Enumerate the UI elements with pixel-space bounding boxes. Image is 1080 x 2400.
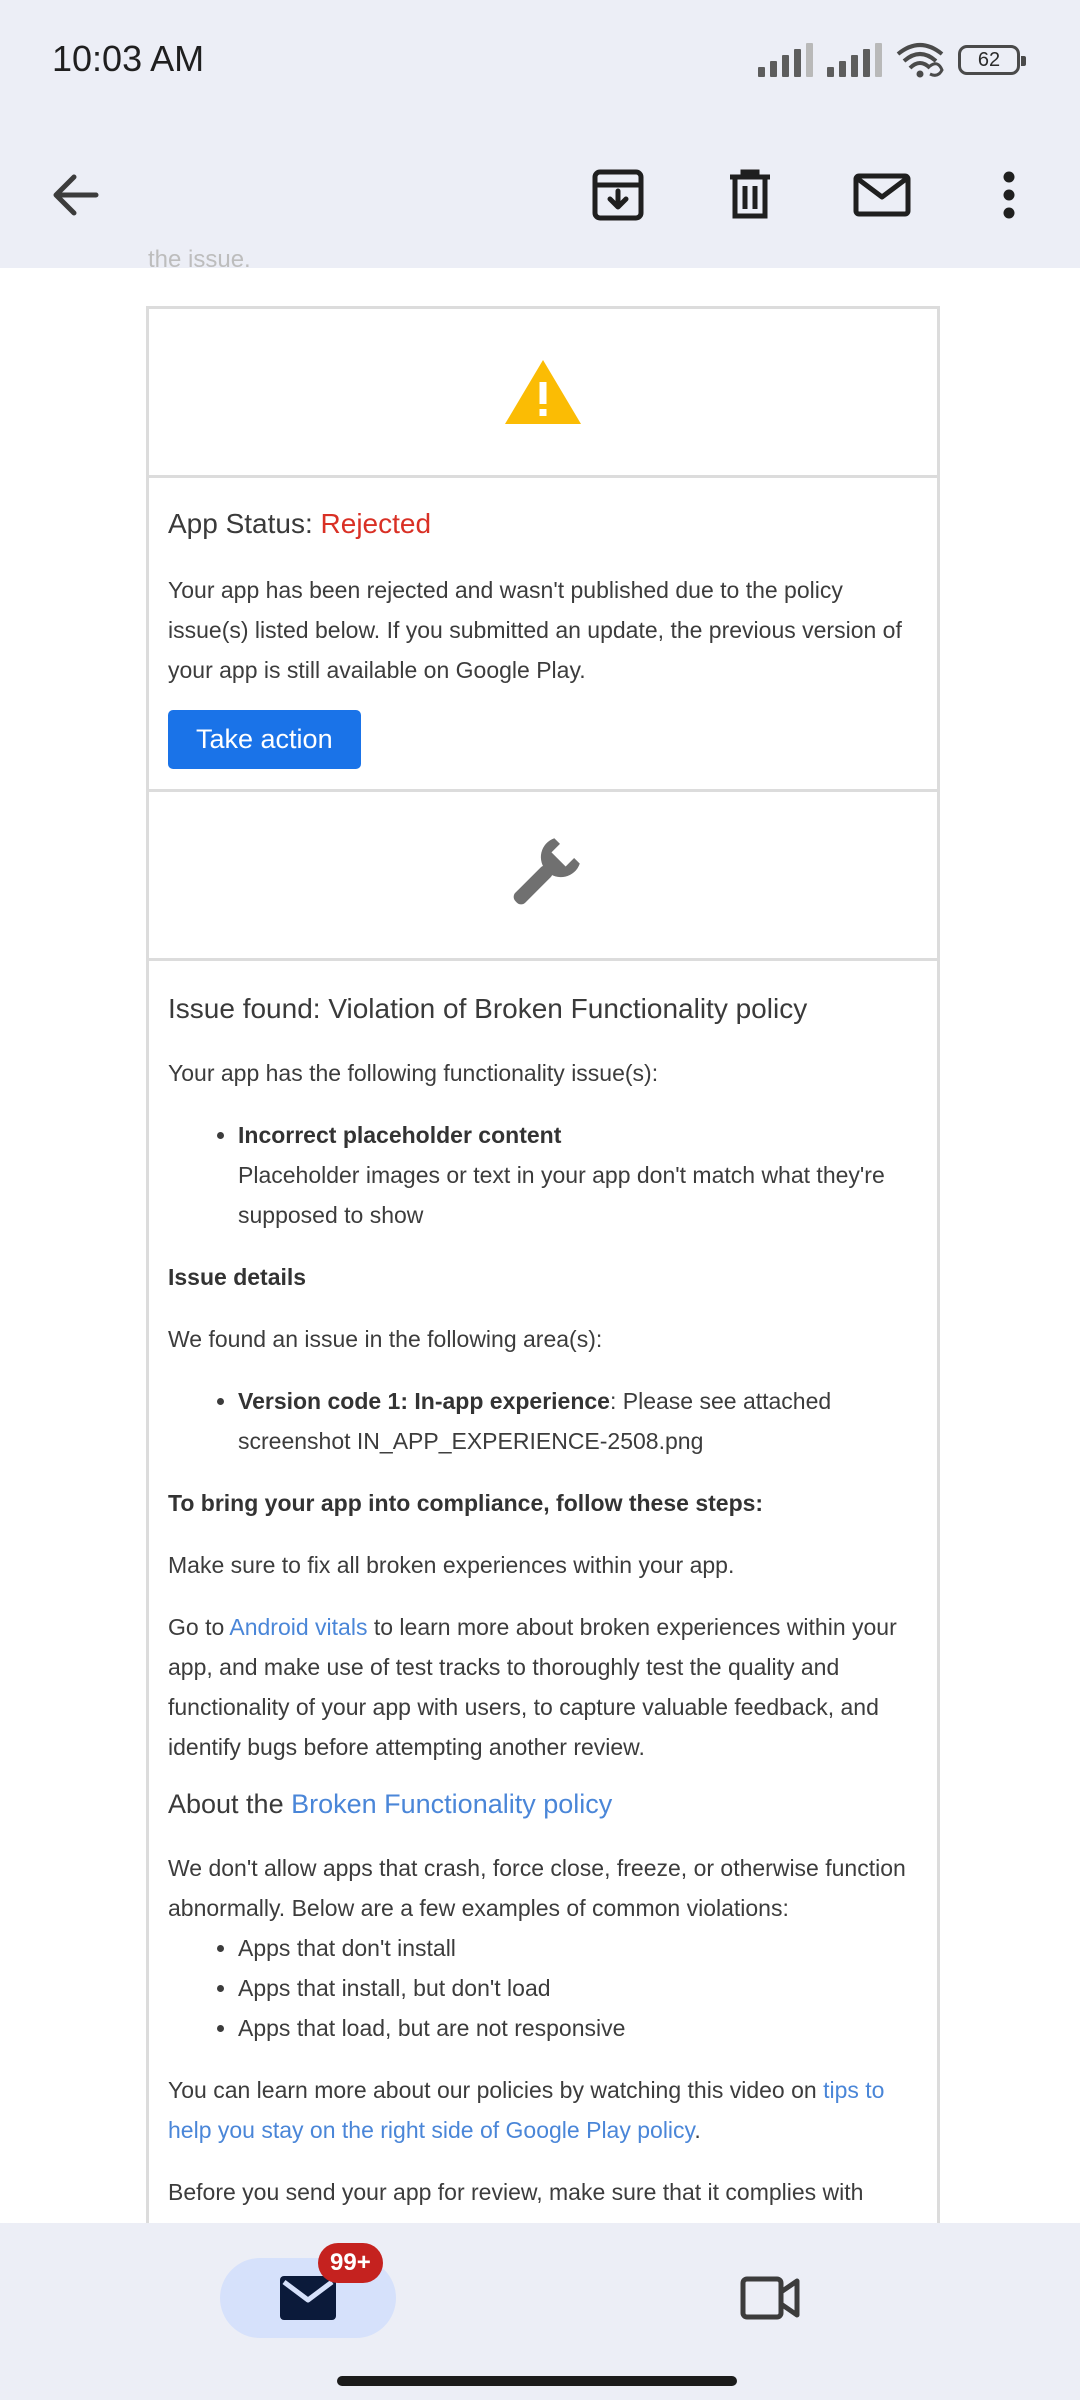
policy-card (146, 306, 940, 2255)
about-policy-heading (168, 1789, 918, 1820)
steps-body: Make sure to fix all broken experiences within your app. (168, 1552, 735, 1578)
list-item (238, 1381, 918, 1461)
delete-icon (728, 169, 772, 221)
issue-description: Placeholder images or text in your app don't match what they're supposed to show (238, 1162, 885, 1228)
app-status-label: App Status: (168, 508, 321, 539)
broken-functionality-policy-link[interactable]: Broken Functionality policy (291, 1789, 613, 1819)
status-body: Your app has been rejected and wasn't published due to the policy issue(s) listed below. If you submitted an update, the previous version of your app is still available on Google Play. (168, 577, 902, 683)
status-icons (758, 40, 1020, 80)
email-body[interactable] (0, 246, 1080, 2223)
wrench-section (149, 792, 937, 961)
issue-heading: Issue found: Violation of Broken Functionality policy (168, 993, 808, 1024)
before-review-text: Before you send your app for review, make sure that it complies with (168, 2179, 864, 2205)
list-item: • Apps that load, but are not responsive (238, 2008, 918, 2048)
video-camera-icon (740, 2276, 800, 2320)
mark-unread-button[interactable] (837, 150, 927, 240)
app-status-heading (168, 508, 918, 540)
issue-title: Incorrect placeholder content (238, 1122, 562, 1148)
learn-more-paragraph (168, 2070, 918, 2150)
wrench-icon (503, 835, 583, 915)
battery-icon: 62 (958, 45, 1020, 75)
issue-details-intro: We found an issue in the following area(s): (168, 1326, 603, 1352)
about-prefix: About the (168, 1789, 292, 1819)
bottom-navigation (0, 2223, 1080, 2400)
meet-tab[interactable] (735, 2263, 805, 2333)
archive-button[interactable] (573, 150, 663, 240)
steps-heading: To bring your app into compliance, follow these steps: (168, 1490, 764, 1516)
wifi-icon (896, 42, 944, 78)
more-options-button[interactable] (964, 150, 1054, 240)
issue-section (149, 961, 937, 2252)
status-time: 10:03 AM (52, 38, 205, 79)
signal-icon (827, 43, 882, 77)
about-body: We don't allow apps that crash, force close, freeze, or otherwise function abnormally. Below are a few examples of common violations: (168, 1855, 906, 1921)
previous-text-fragment: the issue. (148, 246, 251, 273)
goto-prefix: Go to (168, 1614, 230, 1640)
goto-suffix: to learn more about broken experiences within your app, and make use of test tracks to thoroughly test the quality and functionality of your app with users, to capture valuable feedback, and identify bugs before attempting another review. (168, 1614, 897, 1760)
mark-unread-icon (853, 173, 911, 217)
learn-suffix: . (694, 2117, 701, 2143)
list-item: • Apps that don't install (238, 1928, 918, 1968)
more-vert-icon (1001, 170, 1017, 220)
warning-icon (503, 358, 583, 426)
home-indicator[interactable] (337, 2376, 737, 2386)
mail-icon (280, 2276, 336, 2320)
back-arrow-icon (50, 173, 100, 217)
delete-button[interactable] (705, 150, 795, 240)
status-bar (0, 0, 1080, 120)
issue-details-heading: Issue details (168, 1264, 307, 1290)
issue-list (168, 1115, 918, 1235)
android-vitals-link[interactable]: Android vitals (229, 1614, 368, 1640)
list-item: • Apps that install, but don't load (238, 1968, 918, 2008)
warning-section (149, 309, 937, 478)
take-action-button[interactable]: Take action (168, 710, 361, 769)
area-description: : Please see attached screenshot IN_APP_EXPERIENCE-2508.png (238, 1388, 832, 1454)
back-button[interactable] (30, 150, 120, 240)
policy-tips-video-link[interactable]: tips to help you stay on the right side of Google Play policy (168, 2077, 885, 2143)
app-status-value: Rejected (320, 508, 432, 539)
unread-count-badge: 99+ (318, 2243, 383, 2283)
archive-icon (592, 169, 644, 221)
area-title: Version code 1: In-app experience (238, 1388, 610, 1414)
android-vitals-paragraph (168, 1607, 918, 1767)
issue-intro: Your app has the following functionality issue(s): (168, 1060, 659, 1086)
list-item (238, 1115, 918, 1235)
signal-icon (758, 43, 813, 77)
area-list (168, 1381, 918, 1461)
violations-list (168, 1928, 918, 2048)
status-section (149, 478, 937, 792)
learn-prefix: You can learn more about our policies by watching this video on (168, 2077, 824, 2103)
